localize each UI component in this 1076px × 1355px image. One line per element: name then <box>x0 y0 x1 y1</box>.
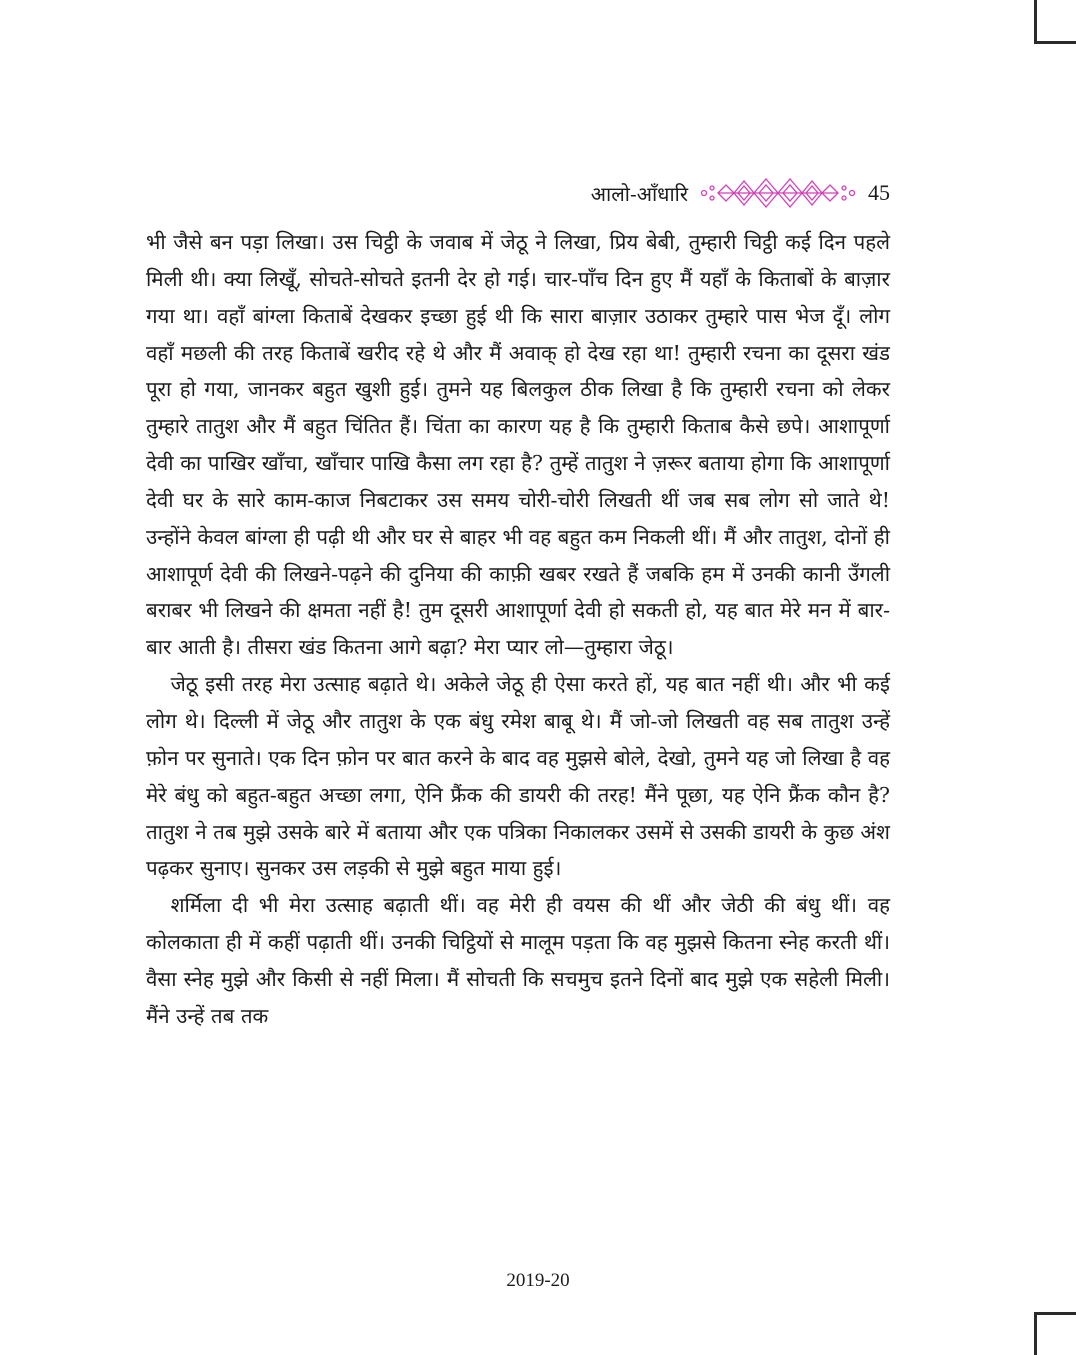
crop-mark-bottom-right-vertical <box>1034 1312 1037 1355</box>
paragraph: शर्मिला दी भी मेरा उत्साह बढ़ाती थीं। वह मेरी ही वयस की थीं और जेठी की बंधु थीं। वह कोलकाता ही में कहीं पढ़ाती थीं। उनकी चिट्ठियों से मालूम पड़ता कि वह मुझसे कितना स्नेह करती थीं। वैसा स्नेह मुझे और किसी से नहीं मिला। मैं सोचती कि सचमुच इतने दिनों बाद मुझे एक सहेली मिली। मैंने उन्हें तब तक <box>146 893 890 1028</box>
paragraph: भी जैसे बन पड़ा लिखा। उस चिट्ठी के जवाब में जेठू ने लिखा, प्रिय बेबी, तुम्हारी चिट्ठी कई दिन पहले मिली थी। क्या लिखूँ, सोचते-सोचते इतनी देर हो गई। चार-पाँच दिन हुए मैं यहाँ के किताबों के बाज़ार गया था। वहाँ बांग्ला किताबें देखकर इच्छा हुई थी कि सारा बाज़ार उठाकर तुम्हारे पास भेज दूँ। लोग वहाँ मछली की तरह किताबें खरीद रहे थे और मैं अवाक् हो देख रहा था! तुम्हारी रचना का दूसरा खंड पूरा हो गया, जानकर बहुत खुशी हुई। तुमने यह बिलकुल ठीक लिखा है कि तुम्हारी रचना को लेकर तुम्हारे तातुश और मैं बहुत चिंतित हैं। चिंता का कारण यह है कि तुम्हारी किताब कैसे छपे। आशापूर्णा देवी का पाखिर खाँचा, खाँचार पाखि कैसा लग रहा है? तुम्हें तातुश ने ज़रूर बताया होगा कि आशापूर्णा देवी घर के सारे काम-काज निबटाकर उस समय चोरी-चोरी लिखती थीं जब सब लोग सो जाते थे! उन्होंने केवल बांग्ला ही पढ़ी थी और घर से बाहर भी वह बहुत कम निकली थीं। मैं और तातुश, दोनों ही आशापूर्ण देवी की लिखने-पढ़ने की दुनिया की काफ़ी खबर रखते हैं जबकि हम में उनकी कानी उँगली बराबर भी लिखने की क्षमता नहीं है! तुम दूसरी आशापूर्णा देवी हो सकती हो, यह बात मेरे मन में बार-बार आती है। तीसरा खंड कितना आगे बढ़ा? मेरा प्यार लो—तुम्हारा जेठू। <box>146 230 890 660</box>
running-title: आलो-आँधारि <box>590 181 688 206</box>
body-text <box>146 224 890 1035</box>
page-number: 45 <box>868 180 890 205</box>
paragraph: जेठू इसी तरह मेरा उत्साह बढ़ाते थे। अकेले जेठू ही ऐसा करते हों, यह बात नहीं थी। और भी कई लोग थे। दिल्ली में जेठू और तातुश के एक बंधु रमेश बाबू थे। मैं जो-जो लिखती वह सब तातुश उन्हें फ़ोन पर सुनाते। एक दिन फ़ोन पर बात करने के बाद वह मुझसे बोले, देखो, तुमने यह जो लिखा है वह मेरे बंधु को बहुत-बहुत अच्छा लगा, ऐनि फ्रैंक की डायरी की तरह! मैंने पूछा, यह ऐनि फ्रैंक कौन है? तातुश ने तब मुझे उसके बारे में बताया और एक पत्रिका निकालकर उसमें से उसकी डायरी के कुछ अंश पढ़कर सुनाए। सुनकर उस लड़की से मुझे बहुत माया हुई। <box>146 672 890 881</box>
decorative-ornament-icon <box>698 176 858 210</box>
crop-mark-top-right-vertical <box>1034 0 1037 44</box>
footer-year: 2019-20 <box>506 1270 570 1291</box>
crop-mark-top-right-horizontal <box>1034 41 1076 44</box>
crop-mark-bottom-right-horizontal <box>1034 1312 1076 1315</box>
running-header <box>591 176 890 210</box>
